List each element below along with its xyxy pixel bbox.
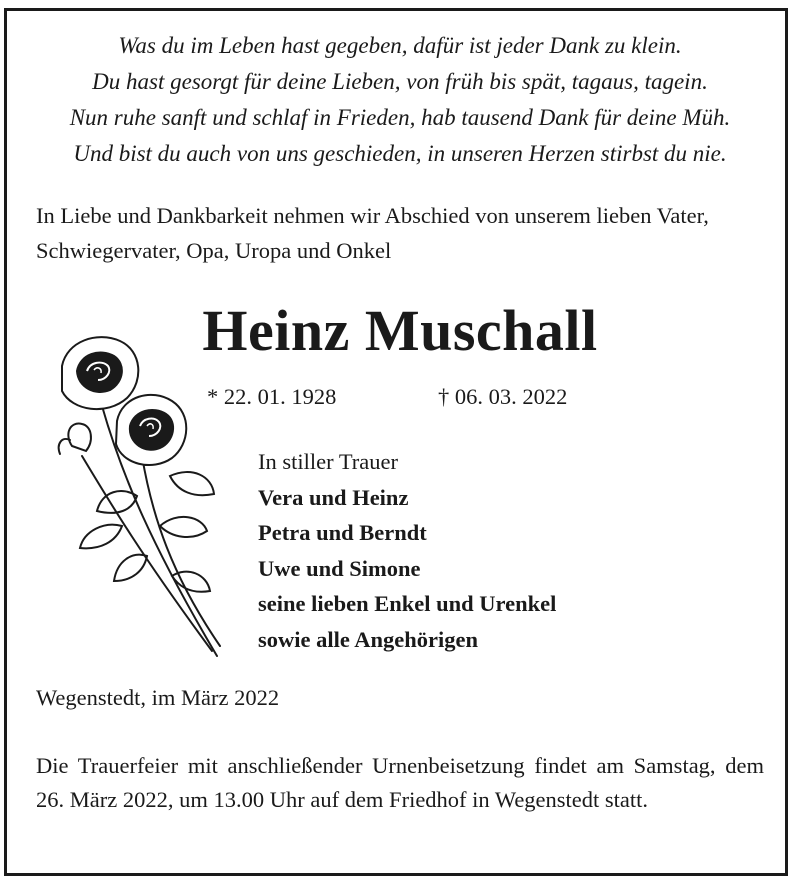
birth-date: * 22. 01. 1928 <box>207 384 337 409</box>
mourners-list <box>258 444 556 658</box>
rose-illustration-icon <box>42 326 232 661</box>
mourner-name: Uwe und Simone <box>258 555 421 581</box>
poem-line: Und bist du auch von uns geschieden, in unseren Herzen stirbst du nie. <box>73 141 727 166</box>
deceased-name: Heinz Muschall <box>202 298 598 363</box>
poem-line: Du hast gesorgt für deine Lieben, von früh bis spät, tagaus, tagein. <box>92 69 708 94</box>
mourner-name: Petra und Berndt <box>258 520 427 546</box>
place-and-date: Wegenstedt, im März 2022 <box>36 685 280 710</box>
funeral-details: Die Trauerfeier mit anschließender Urnenbeisetzung findet am Samstag, dem 26. März 2022, um 13.00 Uhr auf dem Friedhof in Wegenstedt statt. <box>36 753 764 812</box>
mourners-lead: In stiller Trauer <box>258 449 398 474</box>
mourner-name: sowie alle Angehörigen <box>258 626 478 652</box>
poem-line: Was du im Leben hast gegeben, dafür ist jeder Dank zu klein. <box>118 33 682 58</box>
mourner-name: Vera und Heinz <box>258 484 409 510</box>
poem-line: Nun ruhe sanft und schlaf in Frieden, hab tausend Dank für deine Müh. <box>69 105 731 130</box>
mourner-name: seine lieben Enkel und Urenkel <box>258 591 557 617</box>
death-date: † 06. 03. 2022 <box>438 384 568 409</box>
memorial-poem <box>0 28 800 172</box>
farewell-intro: In Liebe und Dankbarkeit nehmen wir Abschied von unserem lieben Vater, Schwiegervater, Opa, Uropa und Onkel <box>36 203 709 263</box>
